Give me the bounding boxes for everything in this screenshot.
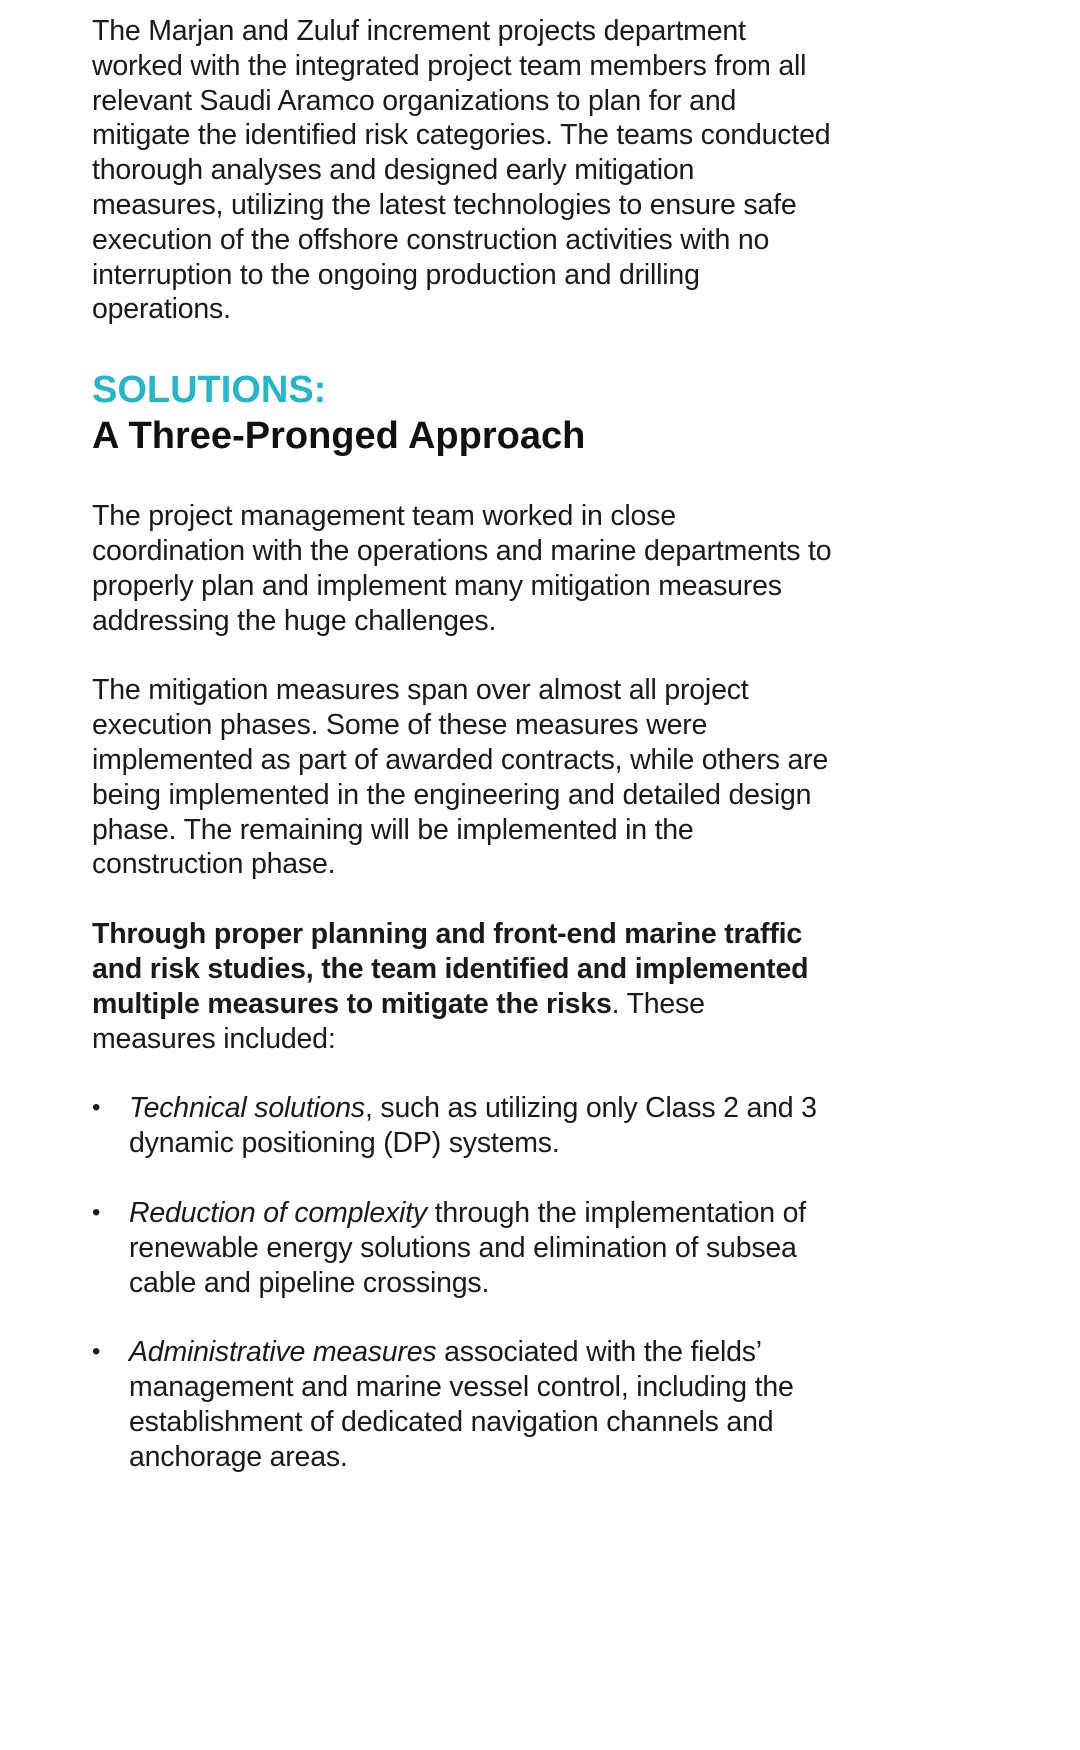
bullet-icon: •: [92, 1338, 101, 1366]
section-label: SOLUTIONS:: [92, 369, 327, 412]
measure-emphasis: Technical solutions: [129, 1092, 365, 1125]
intro-paragraph: The Marjan and Zuluf increment projects department worked with the integrated project team members from all relevant Saudi Aramco organizations to plan for and mitigate the identified risk categories. The teams conducted thorough analyses and designed early mitigation measures, utilizing the latest technologies to ensure safe execution of the offshore construction activities with no interruption to the ongoing production and drilling operations.: [92, 15, 831, 326]
measure-text: associated with the fields’ management and marine vessel control, including the establishment of dedicated navigation channels and anchorage areas.: [129, 1336, 794, 1473]
measure-emphasis: Administrative measures: [129, 1336, 437, 1369]
paragraph-coordination: The project management team worked in close coordination with the operations and marine departments to properly plan and implement many mitigation measures addressing the huge challenges.: [92, 500, 832, 637]
bullet-icon: •: [92, 1094, 101, 1122]
lead-paragraph: [92, 917, 832, 1056]
lead-rest-text: . These measures included:: [92, 987, 705, 1055]
measure-text: , such as utilizing only Class 2 and 3 dynamic positioning (DP) systems.: [129, 1092, 817, 1160]
measure-emphasis: Reduction of complexity: [129, 1196, 427, 1229]
list-item: [92, 1091, 832, 1161]
list-item: [92, 1335, 832, 1474]
bullet-icon: •: [92, 1198, 101, 1226]
paragraph-phases: The mitigation measures span over almost all project execution phases. Some of these measures were implemented as part of awarded contracts, while others are being implemented in the engineering and detailed design phase. The remaining will be implemented in the construction phase.: [92, 674, 829, 881]
list-item: [92, 1196, 832, 1300]
document-page: [92, 14, 832, 1510]
measure-text: through the implementation of renewable energy solutions and elimination of subsea cable and pipeline crossings.: [129, 1196, 806, 1299]
lead-bold-text: Through proper planning and front-end marine traffic and risk studies, the team identified and implemented multiple measures to mitigate the risks: [92, 918, 809, 1020]
section-title: A Three-Pronged Approach: [92, 415, 586, 458]
measures-list: [92, 1091, 832, 1474]
